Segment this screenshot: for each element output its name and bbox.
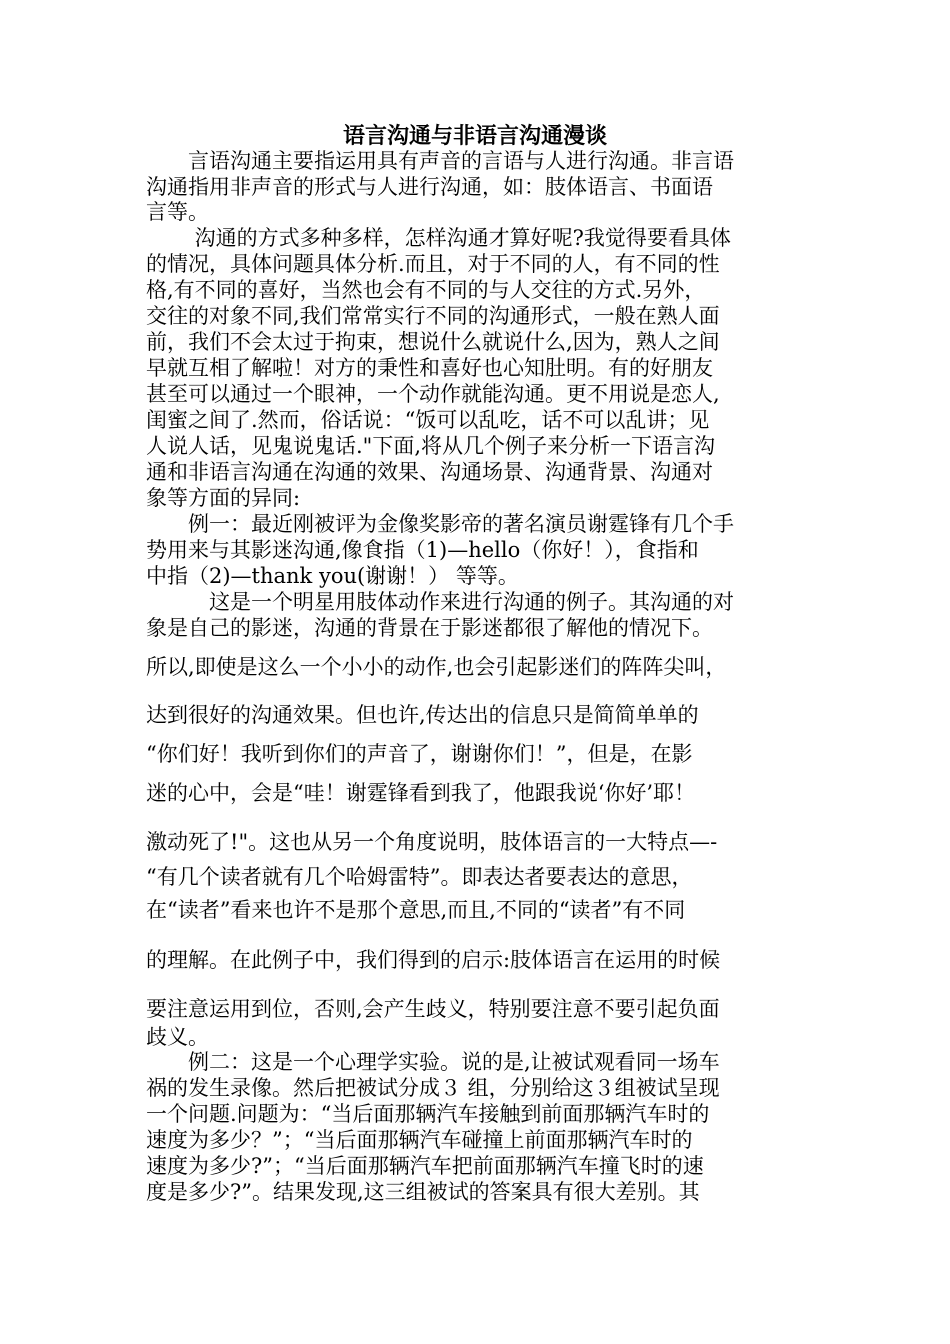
text-line: 要注意运用到位，否则,会产生歧义，特别要注意不要引起负面: [146, 997, 720, 1021]
text-line: 象是自己的影迷，沟通的背景在于影迷都很了解他的情况下。: [146, 616, 713, 640]
text-line: “你们好！我听到你们的声音了，谢谢你们！”，但是，在影: [146, 742, 693, 766]
text-line: 通和非语言沟通在沟通的效果、沟通场景、沟通背景、沟通对: [146, 460, 713, 484]
text-line: 闺蜜之间了.然而，俗话说：“饭可以乱吃，话不可以乱讲；见: [146, 408, 710, 432]
document-title: 语言沟通与非语言沟通漫谈: [342, 123, 607, 149]
text-line: 早就互相了解啦！对方的秉性和喜好也心知肚明。有的好朋友: [146, 356, 713, 380]
text-line: 势用来与其影迷沟通,像食指（1)—hello（你好！），食指和: [146, 538, 699, 562]
text-line: 人说人话，见鬼说鬼话."下面,将从几个例子来分析一下语言沟: [146, 434, 716, 458]
text-line: 速度为多少?”；“当后面那辆汽车把前面那辆汽车撞飞时的速: [146, 1154, 704, 1178]
text-line: 交往的对象不同,我们常常实行不同的沟通形式，一般在熟人面: [146, 304, 720, 328]
text-line: “有几个读者就有几个哈姆雷特”。即表达者要表达的意思，: [146, 865, 693, 889]
text-line: 祸的发生录像。然后把被试分成３ 组，分别给这３组被试呈现: [146, 1076, 720, 1100]
text-line: 度是多少?”。结果发现,这三组被试的答案具有很大差别。其: [146, 1180, 700, 1204]
text-line: 前，我们不会太过于拘束，想说什么就说什么,因为，熟人之间: [146, 330, 720, 354]
text-line: 沟通指用非声音的形式与人进行沟通，如：肢体语言、书面语: [146, 175, 713, 199]
text-line: 象等方面的异同:: [146, 486, 301, 510]
text-line: 激动死了!"。这也从另一个角度说明，肢体语言的一大特点—-: [146, 830, 718, 854]
text-line: 达到很好的沟通效果。但也许,传达出的信息只是简简单单的: [146, 703, 699, 727]
text-line: 言等。: [146, 200, 209, 224]
text-line: 甚至可以通过一个眼神，一个动作就能沟通。更不用说是恋人,: [146, 382, 720, 406]
text-line: 例一：最近刚被评为金像奖影帝的著名演员谢霆锋有几个手: [146, 512, 734, 536]
text-line: 中指（2)—thank you(谢谢！） 等等。: [146, 564, 519, 588]
text-line: 言语沟通主要指运用具有声音的言语与人进行沟通。非言语: [146, 149, 734, 173]
text-line: 所以,即使是这么一个小小的动作,也会引起影迷们的阵阵尖叫，: [146, 655, 727, 679]
text-line: 的情况，具体问题具体分析.而且，对于不同的人，有不同的性: [146, 252, 720, 276]
text-line: 一个问题.问题为：“当后面那辆汽车接触到前面那辆汽车时的: [146, 1102, 710, 1126]
text-line: 歧义。: [146, 1025, 209, 1049]
text-line: 这是一个明星用肢体动作来进行沟通的例子。其沟通的对: [146, 590, 734, 614]
text-line: 例二：这是一个心理学实验。说的是,让被试观看同一场车: [146, 1050, 720, 1074]
text-line: 的理解。在此例子中，我们得到的启示:肢体语言在运用的时候: [146, 948, 721, 972]
text-line: 沟通的方式多种多样，怎样沟通才算好呢?我觉得要看具体: [146, 226, 731, 250]
text-line: 速度为多少？”；“当后面那辆汽车碰撞上前面那辆汽车时的: [146, 1128, 693, 1152]
text-line: 迷的心中，会是“哇！谢霆锋看到我了，他跟我说‘你好’耶！: [146, 781, 696, 805]
text-line: 格,有不同的喜好，当然也会有不同的与人交往的方式.另外，: [146, 278, 706, 302]
text-line: 在“读者”看来也许不是那个意思,而且,不同的“读者”有不同: [146, 898, 686, 922]
